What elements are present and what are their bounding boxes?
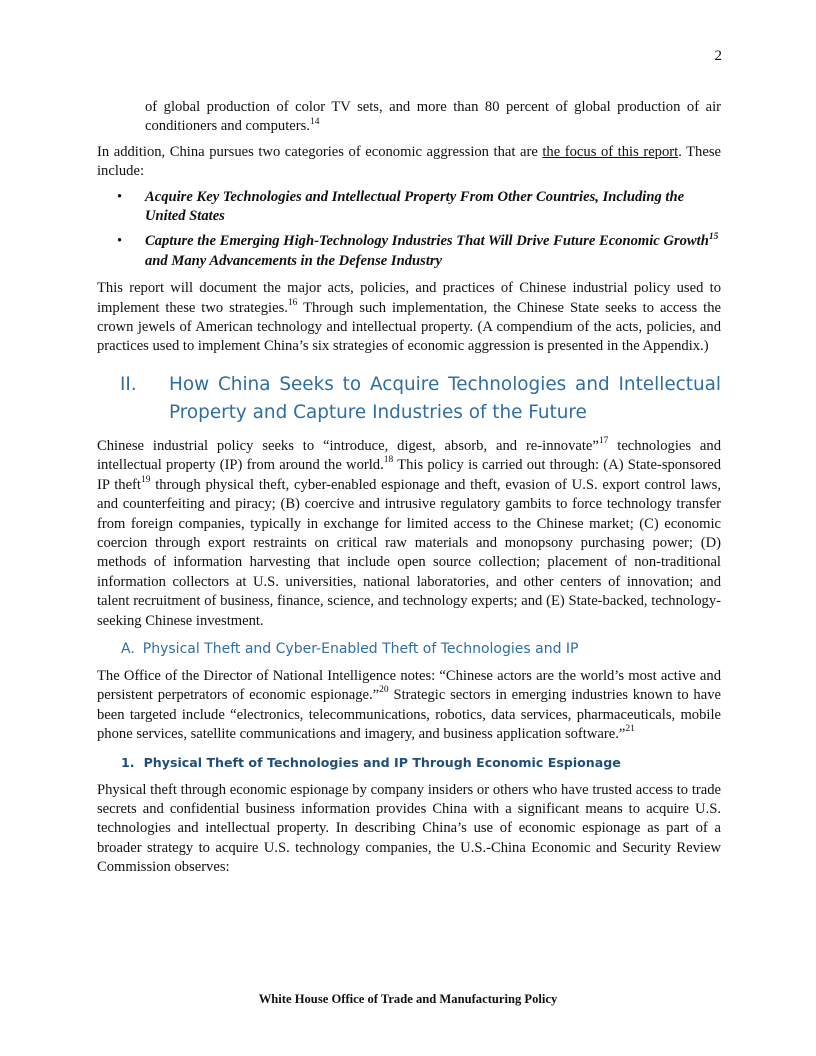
report-text-b: Through such implementation, the Chinese State seeks to access the crown jewels of American technology and intellectual property. (A compendium of the acts, policies, and practices used to implement China’s six strategies of economic aggression is presented in the Appendix.) [97,299,721,355]
policy-text-a: Chinese industrial policy seeks to “introduce, digest, absorb, and re-innovate” [97,437,599,454]
report-paragraph [97,279,721,357]
intro-text-before: In addition, China pursues two categories of economic aggression that are [97,143,543,160]
section-number: II. [120,373,137,395]
page-footer: White House Office of Trade and Manufacturing Policy [258,992,558,1006]
odni-paragraph [97,667,721,745]
continuation-text: of global production of color TV sets, and more than 80 percent of global production of air conditioners and computers. [145,99,721,135]
report-text-a: This report will document the major acts, policies, and practices of Chinese industrial policy used to implement these two strategies. [97,280,721,316]
strategy-2-text-after: and Many Advancements in the Defense Industry [145,252,443,269]
subsection-a-number: A. [121,640,135,657]
espionage-paragraph: Physical theft through economic espionage by company insiders or others who have trusted access to trade secrets and confidential business information provides China with a significant means to acquire U.S. technologies and intellectual property. In describing China’s use of economic espionage as part of a broader strategy to acquire U.S. technology companies, the U.S.-China Economic and Security Review Commission observes: [97,781,721,876]
policy-paragraph [97,437,721,631]
bullet-icon: • [117,233,123,250]
footnote-ref-20: 20 [379,685,389,696]
document-body [97,98,721,878]
footnote-ref-21: 21 [625,724,635,735]
subsection-a-title: Physical Theft and Cyber-Enabled Theft of Technologies and IP [142,640,579,657]
page-number: 2 [714,48,722,64]
footnote-ref-16: 16 [287,297,298,308]
policy-text-d: through physical theft, cyber-enabled espionage and theft, evasion of U.S. export control laws, and counterfeiting and piracy; (B) coercive and intrusive regulatory gambits to force technology transfer from foreign companies, typically in exchange for limited access to the Chinese market; (C) economic coercion through export restraints on critical raw materials and monopsony purchasing power; (D) methods of information harvesting that include open source collection; placement of non-traditional information collectors at U.S. universities, national laboratories, and other centers of innovation; and talent recruitment of business, finance, science, and technology experts; and (E) State-backed, technology-seeking Chinese investment. [97,476,721,629]
footnote-ref-19: 19 [140,474,151,485]
strategy-item-1 [97,188,721,227]
subsection-heading-a [121,639,721,659]
policy-text-b: technologies and intellectual property (IP) from around the world. [97,437,721,474]
subsection-heading-1 [121,753,721,773]
intro-paragraph [97,143,721,182]
odni-text-a: The Office of the Director of National Intelligence notes: “Chinese actors are the world’s most active and persistent perpetrators of economic espionage.” [97,667,721,704]
footnote-ref-18: 18 [383,455,394,466]
footnote-ref-14: 14 [309,116,320,127]
section-title: How China Seeks to Acquire Technologies and Intellectual Property and Capture Industries of the Future [169,373,721,423]
focus-of-report-link[interactable]: the focus of this report [542,143,679,160]
strategy-1-text: Acquire Key Technologies and Intellectual Property From Other Countries, Including the United States [145,188,685,225]
section-heading-ii [97,371,721,427]
intro-text-after: . These include: [97,143,721,180]
continuation-paragraph [97,98,721,137]
strategy-list [97,188,721,272]
subsection-1-number: 1. [121,754,135,770]
strategy-2-text: Capture the Emerging High-Technology Industries That Will Drive Future Economic Growth [145,233,709,250]
subsection-1-title: Physical Theft of Technologies and IP Through Economic Espionage [143,754,621,770]
bullet-icon: • [117,188,123,205]
footnote-ref-17: 17 [598,436,609,447]
policy-text-c: This policy is carried out through: (A) State-sponsored IP theft [97,457,721,493]
odni-text-b: Strategic sectors in emerging industries known to have been targeted include “electronics, telecommunications, robotics, data services, pharmaceuticals, mobile phone services, satellite communications and imagery, and business application software.” [97,687,721,743]
footnote-ref-15: 15 [708,231,719,242]
strategy-item-2 [97,232,721,271]
